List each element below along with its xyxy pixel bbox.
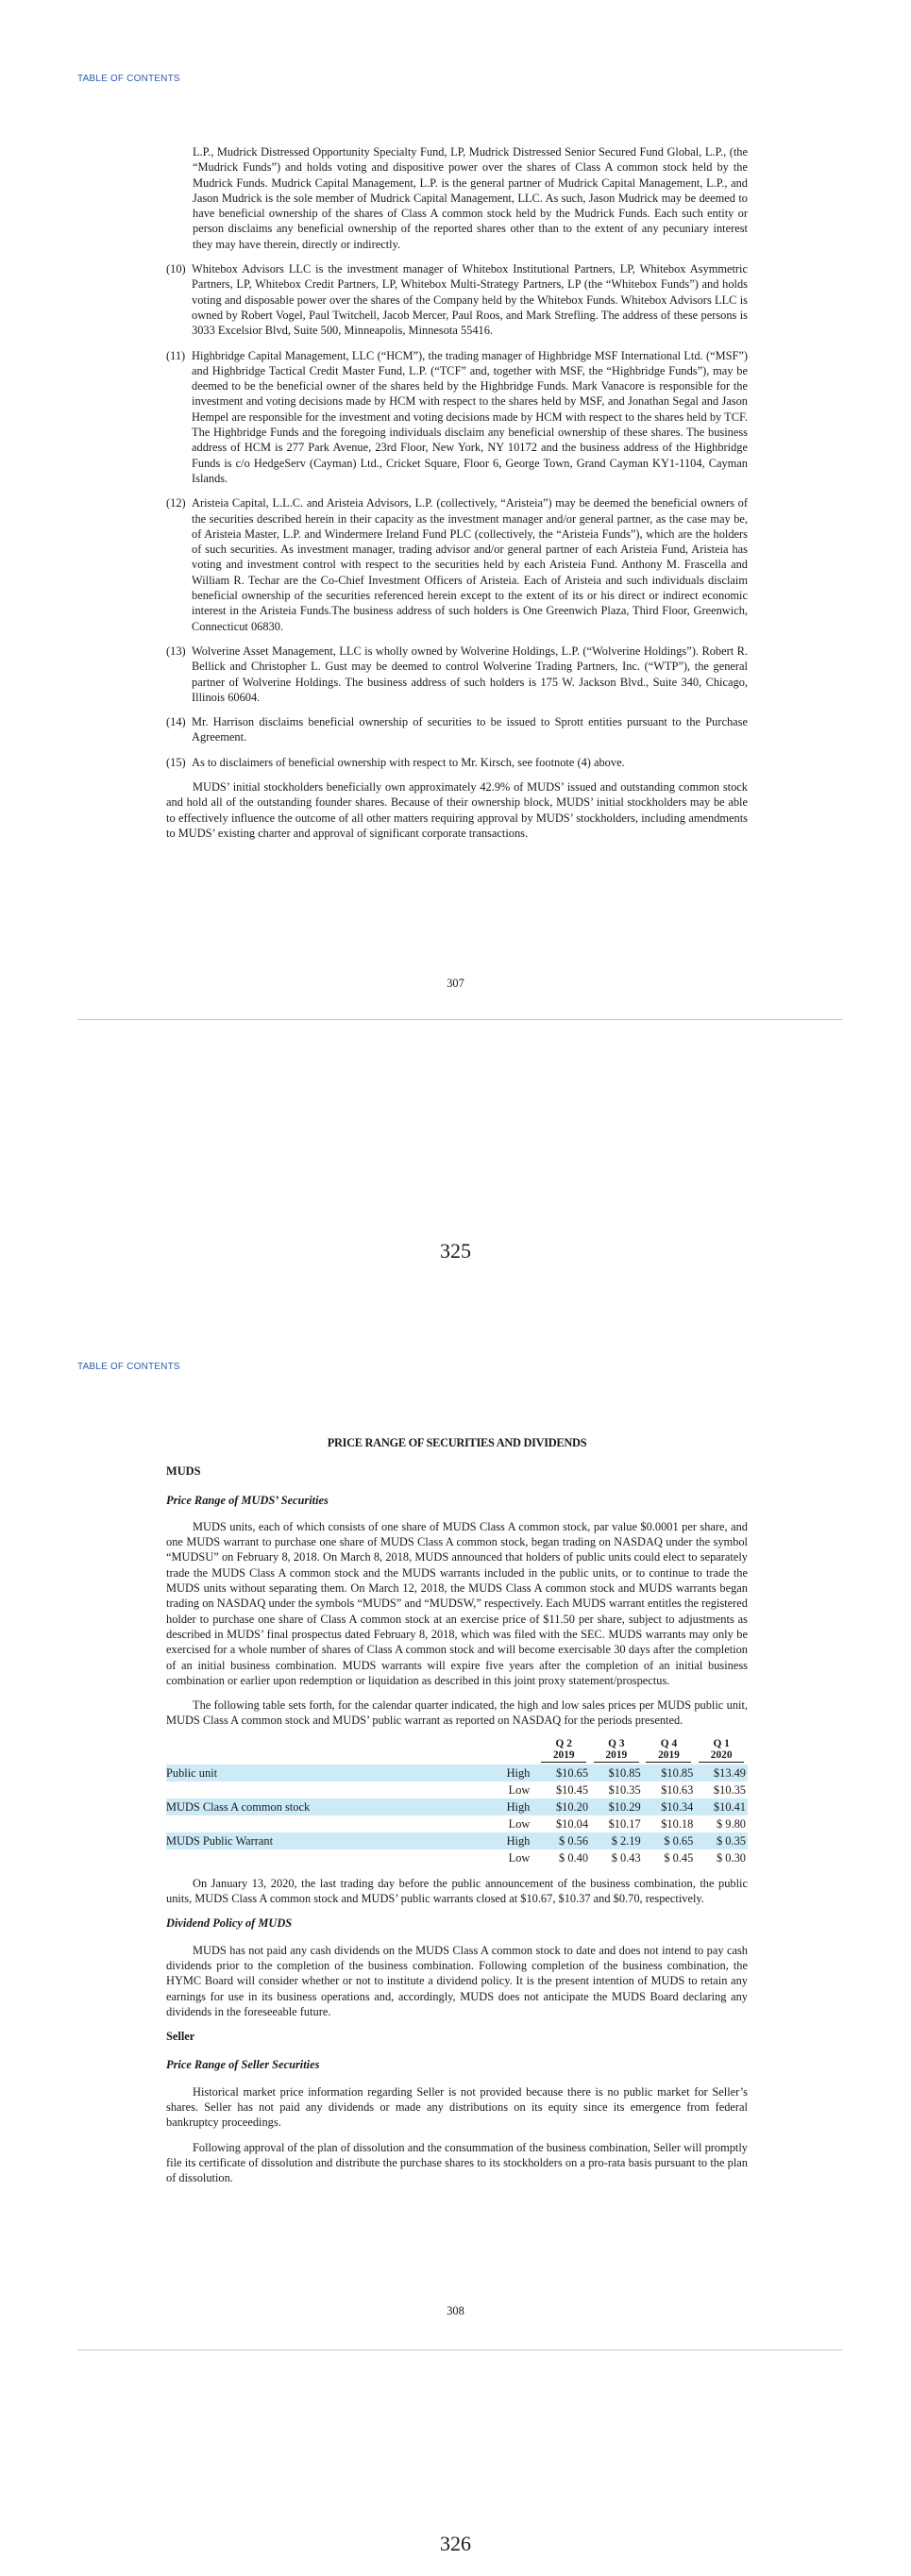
table-header-row (166, 1738, 748, 1765)
high-low-label: Low (508, 1850, 531, 1865)
table-cell: $ 0.40 (559, 1850, 589, 1865)
seller-heading: Seller (166, 2030, 195, 2044)
footnote-number: (15) (166, 755, 186, 769)
closing-price-paragraph: On January 13, 2020, the last trading day before the public announcement of the business combination, the public units, MUDS Class A common stock and MUDS’ public warrants closed at $10.67, $10.37 and $0.70, respectively. (166, 1876, 748, 1906)
seller-dissolution-paragraph: Following approval of the plan of dissolution and the consummation of the business combination, Seller will promptly file its certificate of dissolution and distribute the purchase shares to its stockholders on a pro-rata basis pursuant to the plan of dissolution. (166, 2140, 748, 2185)
price-range-paragraph: MUDS units, each of which consists of one share of MUDS Class A common stock, par value $0.0001 per share, and one MUDS warrant to purchase one share of MUDS Class A common stock, began trading on NASDAQ under the symbol “MUDSU” on February 8, 2018. On March 8, 2018, MUDS announced that holders of public units could elect to separately trade the MUDS Class A common stock and the MUDS warrants included in the public units, or to continue to trade the MUDS units without separating them. On March 12, 2018, the MUDS Class A common stock and MUDS warrants began trading on NASDAQ under the symbols “MUDS” and “MUDSW,” respectively. Each MUDS warrant entitles the registered holder to purchase one share of Class A common stock at an exercise price of $11.50 per share, subject to adjustments as described in MUDS’ final prospectus dated February 8, 2018, which was filed with the SEC. MUDS warrants may only be exercised for a whole number of shares of Class A common stock and will become exercisable 30 days after the completion of an initial business combination. MUDS warrants will expire five years after the completion of an initial business combination or earlier upon redemption or liquidation as described in this joint proxy statement/prospectus. (166, 1519, 748, 1687)
footnote-12 (166, 495, 748, 634)
table-cell: $10.35 (713, 1782, 746, 1797)
footnote-10 (166, 261, 748, 338)
table-cell: $10.63 (661, 1782, 694, 1797)
table-cell: $10.18 (661, 1816, 694, 1831)
table-row (166, 1781, 748, 1798)
row-label (166, 1781, 493, 1798)
page-2-body (166, 1435, 748, 2196)
footnote-text: Whitebox Advisors LLC is the investment manager of Whitebox Institutional Partners, LP, Whitebox Asymmetric Partners, LP, Whitebox Credit Partners, LP, Whitebox Multi-Strategy Partners, LP (the “Whitebox Funds”) and holds voting and disposable power over the shares of the Company held by the Whitebox Funds. Whitebox Advisors LLC is owned by Robert Vogel, Paul Twitchell, Jacob Mercer, Paul Roos, and Mark Strefling. The address of these persons is 3033 Excelsior Blvd, Suite 500, Minneapolis, Minnesota 55416. (192, 262, 748, 338)
row-label: Public unit (166, 1765, 493, 1781)
footnote-number: (12) (166, 496, 186, 510)
dividend-policy-heading: Dividend Policy of MUDS (166, 1916, 293, 1931)
table-cell: $10.04 (555, 1816, 589, 1831)
footnote-13 (166, 644, 748, 705)
column-header: Q 3 2019 (590, 1738, 643, 1765)
table-cell: $10.85 (643, 1765, 696, 1781)
column-header: Q 2 2019 (537, 1738, 590, 1765)
high-low-label: High (493, 1798, 537, 1815)
table-cell: $ 0.56 (537, 1832, 590, 1849)
price-range-heading: Price Range of MUDS’ Securities (166, 1493, 329, 1507)
table-cell: $ 0.30 (717, 1850, 746, 1865)
viewer-page-indicator: 325 (440, 1239, 471, 1263)
table-cell: $ 0.45 (664, 1850, 694, 1865)
table-row (166, 1849, 748, 1866)
table-cell: $10.29 (590, 1798, 643, 1815)
footnote-text: Mr. Harrison disclaims beneficial ownership of securities to be issued to Sprott entities pursuant to the Purchase Agreement. (192, 715, 748, 744)
footnote-number: (11) (166, 348, 186, 362)
page-number: 308 (447, 2304, 464, 2317)
table-cell: $ 2.19 (590, 1832, 643, 1849)
table-cell: $ 0.43 (611, 1850, 641, 1865)
seller-price-paragraph: Historical market price information regarding Seller is not provided because there is no public market for Seller’s shares. Seller has not paid any dividends or made any distributions on its equity since its emergence from federal bankruptcy proceedings. (166, 2084, 748, 2130)
row-label: MUDS Class A common stock (166, 1798, 493, 1815)
table-row (166, 1765, 748, 1781)
table-cell: $ 0.35 (695, 1832, 748, 1849)
high-low-label: High (493, 1765, 537, 1781)
high-low-label: Low (508, 1782, 531, 1797)
footnote-15 (166, 755, 748, 770)
page-number: 307 (447, 977, 464, 990)
row-label (166, 1815, 493, 1832)
table-cell: $10.85 (590, 1765, 643, 1781)
footnote-text: Highbridge Capital Management, LLC (“HCM”), the trading manager of Highbridge MSF International Ltd. (“MSF”) and Highbridge Tactical Credit Master Fund, L.P. (“TCF” and, together with MSF, the “Highbridge Funds”), may be deemed to be the beneficial owner of the shares held by the Highbridge Funds. Mark Vanacore is responsible for the investment and voting decisions made by HCM with respect to the shares held by MSF, and Jonathan Segal and Jason Hempel are responsible for the investment and voting decisions made by HCM with respect to the shares held by TCF. The Highbridge Funds and the foregoing individuals disclaim any beneficial ownership of these shares. The business address of HCM is 277 Park Avenue, 23rd Floor, New York, NY 10172 and the business address of the Highbridge Funds is c/o HedgeServ (Cayman) Ltd., Cricket Square, Floor 6, George Town, Grand Cayman KY1-1104, Cayman Islands. (192, 348, 748, 485)
footnote-9-continuation: L.P., Mudrick Distressed Opportunity Specialty Fund, LP, Mudrick Distressed Senior Secured Fund Global, L.P., (the “Mudrick Funds”) and holds voting and dispositive power over the shares of Class A common stock held by the Mudrick Funds. Mudrick Capital Management, L.P. is the general partner of Mudrick Capital Management, L.P., and Jason Mudrick is the sole member of Mudrick Capital Management, LLC. As such, Jason Mudrick may be deemed to have beneficial ownership of the shares of Class A common stock held by the Mudrick Funds. Each such entity or person disclaims any beneficial ownership of the reported shares other than to the extent of any pecuniary interest they may have therein, directly or indirectly. (193, 145, 748, 251)
table-cell: $10.34 (643, 1798, 696, 1815)
table-cell: $10.41 (695, 1798, 748, 1815)
table-of-contents-link[interactable]: TABLE OF CONTENTS (77, 1362, 180, 1372)
footnote-11 (166, 348, 748, 487)
page-divider (77, 1019, 842, 1020)
footnote-text: As to disclaimers of beneficial ownership with respect to Mr. Kirsch, see footnote (4) above. (192, 755, 625, 769)
table-cell: $ 9.80 (717, 1816, 746, 1831)
high-low-label: High (493, 1832, 537, 1849)
footnote-text: Aristeia Capital, L.L.C. and Aristeia Advisors, L.P. (collectively, “Aristeia”) may be deemed the beneficial owners of the securities described herein in their capacity as the investment manager and/or general partner, as the case may be, of Aristeia Master, L.P. and Windermere Ireland Fund PLC (collectively, the “Aristeia Funds”), which are the holders of such securities. As investment manager, trading advisor and/or general partner of each Aristeia Fund, Aristeia has voting and investment control with respect to the securities held by each Aristeia Fund. Anthony M. Frascella and William R. Techar are the Co-Chief Investment Officers of Aristeia. Each of Aristeia and such individuals disclaim beneficial ownership of the securities referenced herein except to the extent of its or his direct or indirect economic interest in the Aristeia Funds.The business address of such holders is One Greenwich Plaza, Third Floor, Greenwich, Connecticut 06830. (192, 496, 748, 633)
table-cell: $10.35 (608, 1782, 641, 1797)
muds-heading: MUDS (166, 1464, 201, 1479)
table-cell: $10.45 (555, 1782, 589, 1797)
footnote-number: (13) (166, 644, 186, 658)
table-cell: $10.65 (537, 1765, 590, 1781)
document-page-2 (0, 1321, 911, 2576)
table-cell: $ 0.65 (643, 1832, 696, 1849)
section-title: PRICE RANGE OF SECURITIES AND DIVIDENDS (327, 1436, 587, 1449)
dividend-policy-paragraph: MUDS has not paid any cash dividends on the MUDS Class A common stock to date and does not intend to pay cash dividends prior to the completion of the business combination. Following completion of the business combination, the HYMC Board will consider whether or not to institute a dividend policy. It is the present intention of MUDS to retain any earnings for use in its business operations and, accordingly, MUDS does not anticipate the MUDS Board declaring any dividends in the foreseeable future. (166, 1943, 748, 2018)
row-label: MUDS Public Warrant (166, 1832, 493, 1849)
price-range-table (166, 1738, 748, 1866)
table-intro-paragraph: The following table sets forth, for the calendar quarter indicated, the high and low sales prices per MUDS public unit, MUDS Class A common stock and MUDS’ public warrant as reported on NASDAQ for the periods presented. (166, 1698, 748, 1728)
table-row (166, 1832, 748, 1849)
table-row (166, 1815, 748, 1832)
table-of-contents-link[interactable]: TABLE OF CONTENTS (77, 74, 180, 84)
footnote-14 (166, 714, 748, 745)
table-cell: $10.20 (537, 1798, 590, 1815)
row-label (166, 1849, 493, 1866)
seller-price-range-heading: Price Range of Seller Securities (166, 2058, 320, 2072)
page-1-body (166, 144, 748, 850)
high-low-label: Low (508, 1816, 531, 1831)
footnote-number: (14) (166, 715, 186, 729)
footnote-text: Wolverine Asset Management, LLC is wholly owned by Wolverine Holdings, L.P. (“Wolverine Holdings”). Robert R. Bellick and Christopher L. Gust may be deemed to control Wolverine Trading Partners, Inc. (“WTP”), the general partner of Wolverine Holdings. The business address of such holders is 175 W. Jackson Blvd., Suite 340, Chicago, Illinois 60604. (192, 644, 748, 704)
footnote-number: (10) (166, 262, 186, 276)
column-header: Q 4 2019 (643, 1738, 696, 1765)
initial-stockholders-paragraph: MUDS’ initial stockholders beneficially own approximately 42.9% of MUDS’ issued and outstanding common stock and hold all of the outstanding founder shares. Because of their ownership block, MUDS’ initial stockholders may be able to effectively influence the outcome of all other matters requiring approval by MUDS’ stockholders, including amendments to MUDS’ existing charter and approval of significant corporate transactions. (166, 779, 748, 840)
table-cell: $10.17 (608, 1816, 641, 1831)
viewer-page-indicator: 326 (440, 2532, 471, 2555)
column-header: Q 1 2020 (695, 1738, 748, 1765)
table-row (166, 1798, 748, 1815)
table-cell: $13.49 (695, 1765, 748, 1781)
